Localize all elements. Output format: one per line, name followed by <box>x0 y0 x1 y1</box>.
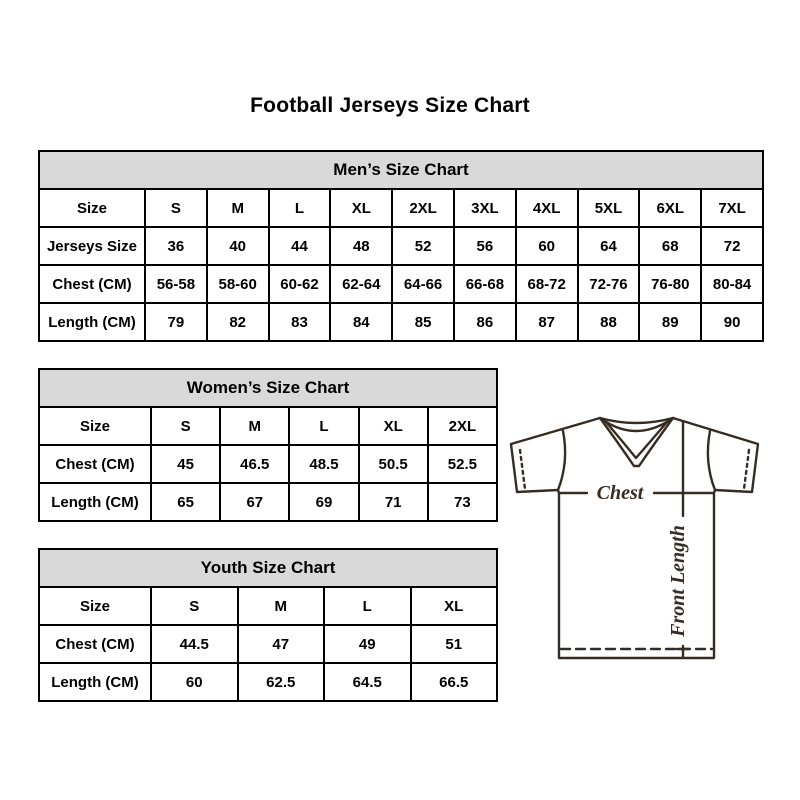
table-cell: 5XL <box>578 189 640 227</box>
row-header-cell: Size <box>39 189 145 227</box>
table-cell: 84 <box>330 303 392 341</box>
table-cell: 87 <box>516 303 578 341</box>
table-cell: 85 <box>392 303 454 341</box>
table-cell: 66-68 <box>454 265 516 303</box>
table-title: Women’s Size Chart <box>39 369 497 407</box>
table-cell: M <box>238 587 325 625</box>
row-header-cell: Jerseys Size <box>39 227 145 265</box>
table-cell: 2XL <box>392 189 454 227</box>
table-row <box>39 227 763 265</box>
table-cell: 79 <box>145 303 207 341</box>
table-cell: 51 <box>411 625 498 663</box>
table-cell: 48.5 <box>289 445 358 483</box>
table-cell: 80-84 <box>701 265 763 303</box>
table-cell: 7XL <box>701 189 763 227</box>
table-row <box>39 483 497 521</box>
table-title: Youth Size Chart <box>39 549 497 587</box>
page-title: Football Jerseys Size Chart <box>250 94 530 117</box>
chest-label: Chest <box>596 482 644 504</box>
table-cell: S <box>151 587 238 625</box>
table-cell: 40 <box>207 227 269 265</box>
right-cuff-stitch <box>744 450 749 489</box>
table-cell: 6XL <box>639 189 701 227</box>
table-cell: 71 <box>359 483 428 521</box>
table-cell: 72-76 <box>578 265 640 303</box>
table-cell: 86 <box>454 303 516 341</box>
table-cell: L <box>269 189 331 227</box>
table-cell: 76-80 <box>639 265 701 303</box>
row-header-cell: Length (CM) <box>39 483 151 521</box>
table-cell: 62-64 <box>330 265 392 303</box>
table-cell: XL <box>330 189 392 227</box>
table-row <box>39 407 497 445</box>
table-cell: M <box>220 407 289 445</box>
jersey-outline <box>511 418 758 658</box>
table-cell: XL <box>411 587 498 625</box>
table-cell: 64.5 <box>324 663 411 701</box>
table-cell: L <box>289 407 358 445</box>
table-cell: M <box>207 189 269 227</box>
table-cell: 68-72 <box>516 265 578 303</box>
table-cell: 60 <box>516 227 578 265</box>
table-row <box>39 303 763 341</box>
mens-size-table <box>38 150 764 342</box>
table-cell: L <box>324 587 411 625</box>
table-cell: 60-62 <box>269 265 331 303</box>
table-row <box>39 265 763 303</box>
table-cell: 50.5 <box>359 445 428 483</box>
right-armhole-seam <box>708 431 715 490</box>
table-cell: 44.5 <box>151 625 238 663</box>
left-cuff-stitch <box>520 450 525 489</box>
table-cell: 58-60 <box>207 265 269 303</box>
table-cell: 56-58 <box>145 265 207 303</box>
table-cell: XL <box>359 407 428 445</box>
table-cell: 83 <box>269 303 331 341</box>
table-cell: 66.5 <box>411 663 498 701</box>
table-cell: 56 <box>454 227 516 265</box>
table-cell: 68 <box>639 227 701 265</box>
row-header-cell: Chest (CM) <box>39 265 145 303</box>
table-cell: 52 <box>392 227 454 265</box>
front-length-label: Front Length <box>667 525 689 637</box>
table-cell: 46.5 <box>220 445 289 483</box>
table-cell: 82 <box>207 303 269 341</box>
table-cell: 3XL <box>454 189 516 227</box>
youth-size-table <box>38 548 498 702</box>
table-cell: 90 <box>701 303 763 341</box>
row-header-cell: Size <box>39 587 151 625</box>
table-cell: S <box>151 407 220 445</box>
collar-back-line-1 <box>600 418 673 423</box>
table-cell: 49 <box>324 625 411 663</box>
jersey-measurement-diagram <box>503 406 765 668</box>
table-cell: 2XL <box>428 407 497 445</box>
table-cell: 48 <box>330 227 392 265</box>
table-row <box>39 445 497 483</box>
table-cell: 47 <box>238 625 325 663</box>
row-header-cell: Length (CM) <box>39 303 145 341</box>
table-cell: 69 <box>289 483 358 521</box>
table-cell: 60 <box>151 663 238 701</box>
table-cell: S <box>145 189 207 227</box>
table-cell: 65 <box>151 483 220 521</box>
left-armhole-seam <box>558 431 565 490</box>
table-row <box>39 625 497 663</box>
table-title: Men’s Size Chart <box>39 151 763 189</box>
table-cell: 64 <box>578 227 640 265</box>
table-cell: 73 <box>428 483 497 521</box>
table-row <box>39 189 763 227</box>
table-row <box>39 587 497 625</box>
table-cell: 44 <box>269 227 331 265</box>
table-cell: 4XL <box>516 189 578 227</box>
row-header-cell: Size <box>39 407 151 445</box>
row-header-cell: Chest (CM) <box>39 625 151 663</box>
table-cell: 45 <box>151 445 220 483</box>
table-row <box>39 663 497 701</box>
row-header-cell: Length (CM) <box>39 663 151 701</box>
table-cell: 36 <box>145 227 207 265</box>
table-cell: 52.5 <box>428 445 497 483</box>
table-cell: 62.5 <box>238 663 325 701</box>
table-cell: 72 <box>701 227 763 265</box>
table-cell: 88 <box>578 303 640 341</box>
table-cell: 67 <box>220 483 289 521</box>
womens-size-table <box>38 368 498 522</box>
table-cell: 64-66 <box>392 265 454 303</box>
table-cell: 89 <box>639 303 701 341</box>
row-header-cell: Chest (CM) <box>39 445 151 483</box>
